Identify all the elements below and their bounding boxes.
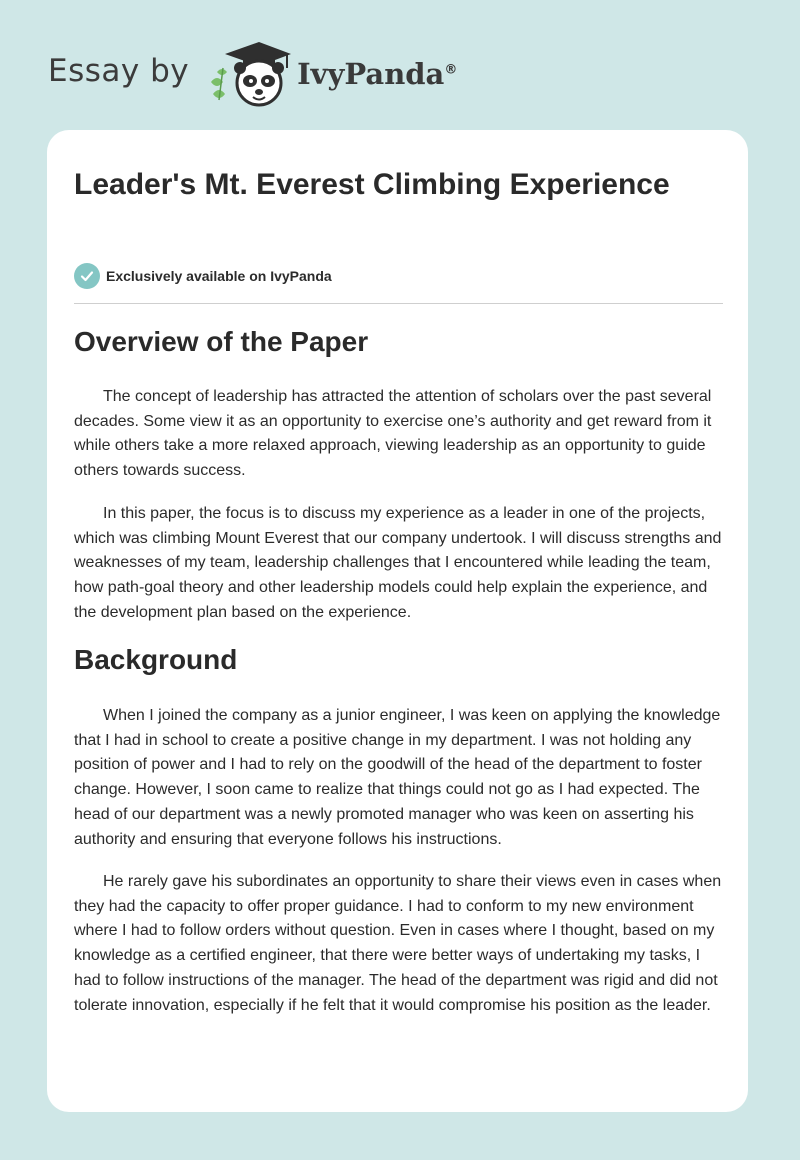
checkmark-icon (74, 263, 100, 289)
registered-mark: ® (444, 62, 458, 78)
paragraph: He rarely gave his subordinates an opportunity to share their views even in cases when they had the capacity to offer proper guidance. I had to conform to my new environment where I had to follow orders without question. Even in cases where I thought, based on my knowledge as a certified engineer, that there were better ways of undertaking my tasks, I had to follow instructions of the manager. The head of the department was rigid and did not tolerate innovation, especially if he felt that it would compromise his position as the leader. (74, 873, 722, 1014)
brand-prefix: Essay by (48, 53, 190, 89)
paragraph: When I joined the company as a junior engineer, I was keen on applying the knowledge that I had in school to create a positive change in my department. I was not holding any position of power and I had to rely on the goodwill of the head of the department to foster change. However, I soon came to realize that things could not go as I had expected. The head of our department was a newly promoted manager who was keen on asserting his authority and ensuring that everyone follows his instructions. (74, 707, 721, 848)
brand-name[interactable]: IvyPanda® (297, 57, 458, 91)
exclusive-text: Exclusively available on IvyPanda (106, 268, 332, 284)
paragraph: In this paper, the focus is to discuss my experience as a leader in one of the projects, which was climbing Mount Everest that our company undertook. I will discuss strengths and weaknesses of my team, leadership challenges that I encountered while leading the team, how path-goal theory and other leadership models could help explain the experience, and the development plan based on the experience. (74, 505, 722, 621)
paragraph: The concept of leadership has attracted the attention of scholars over the past several decades. Some view it as an opportunity to exercise one’s authority and get reward from it while others take a more relaxed approach, viewing leadership as an opportunity to guide others towards success. (74, 388, 712, 480)
divider (74, 303, 723, 304)
page-title: Leader's Mt. Everest Climbing Experience (74, 168, 670, 201)
exclusive-badge (74, 263, 332, 289)
brand-header (48, 38, 508, 108)
panda-graduate-icon[interactable] (203, 38, 293, 108)
section-heading-background: Background (74, 644, 238, 675)
section-heading-overview: Overview of the Paper (74, 326, 369, 357)
essay-card (47, 130, 748, 1112)
